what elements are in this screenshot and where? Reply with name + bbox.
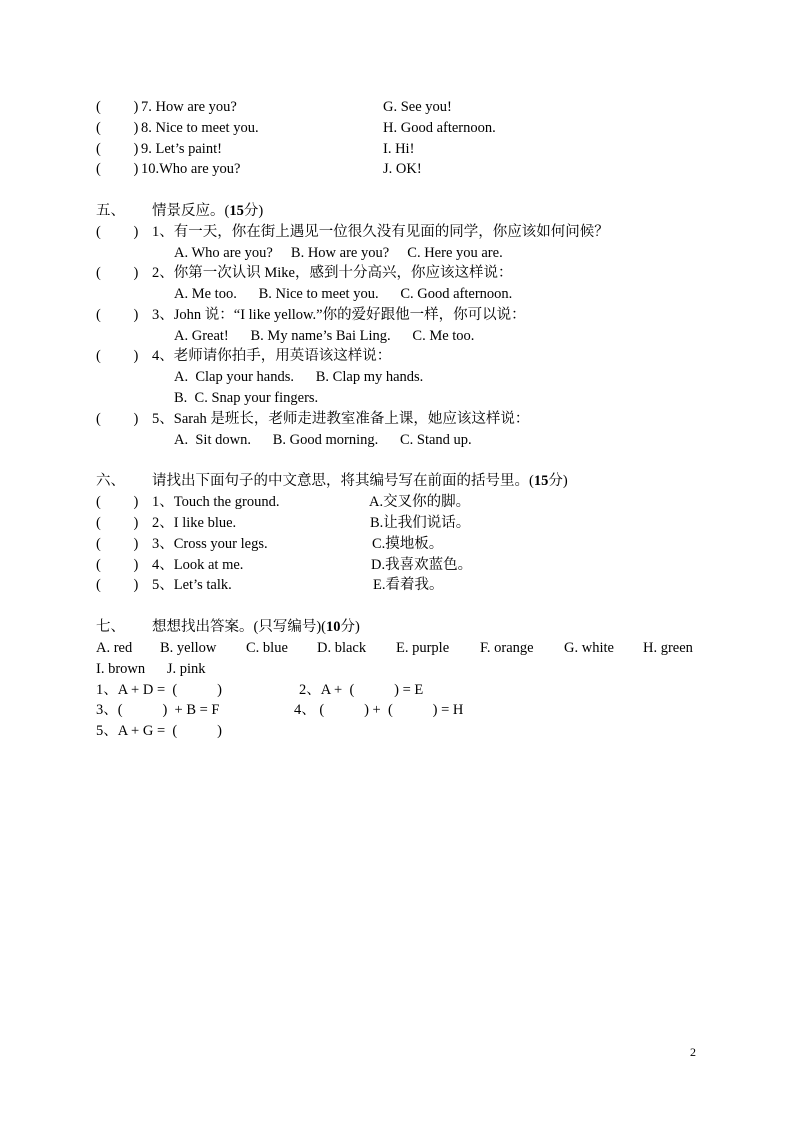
match-paren: ( ) (96, 99, 139, 115)
section6-heading (152, 472, 568, 490)
chinese-meaning: B.让我们说话。 (370, 515, 471, 531)
match-question: 10.Who are you? (141, 161, 241, 177)
color-option: C. blue (246, 640, 288, 656)
answer-paren: ( ) (96, 265, 139, 281)
match-answer: J. OK! (383, 161, 422, 177)
chinese-meaning: C.摸地板。 (372, 536, 444, 552)
match-paren: ( ) (96, 120, 139, 136)
match-answer: H. Good afternoon. (383, 120, 496, 136)
section5-suffix: 分) (243, 203, 264, 219)
color-option: I. brown J. pink (96, 661, 206, 677)
sentence-text: 2、I like blue. (152, 515, 237, 531)
match-paren: ( ) (96, 141, 139, 157)
color-option: B. yellow (160, 640, 217, 656)
sentence-text: 1、Touch the ground. (152, 494, 280, 510)
equation: 4、 ( ) + ( ) = H (294, 702, 464, 718)
answer-paren: ( ) (96, 224, 139, 240)
sentence-text: 3、Cross your legs. (152, 536, 268, 552)
match-answer: I. Hi! (383, 141, 415, 157)
section7-suffix: 分) (340, 619, 360, 635)
color-option: A. red (96, 640, 133, 656)
equation: 1、A + D = ( ) (96, 682, 222, 698)
answer-paren: ( ) (96, 494, 139, 510)
question-options: A. Great! B. My name’s Bai Ling. C. Me too. (174, 328, 475, 344)
question-options: B. C. Snap your fingers. (174, 390, 319, 406)
section5-score: 15 (229, 203, 244, 219)
equation: 3、( ) + B = F (96, 702, 220, 718)
match-answer: G. See you! (383, 99, 452, 115)
answer-paren: ( ) (96, 411, 139, 427)
section6-suffix: 分) (548, 473, 568, 489)
match-paren: ( ) (96, 161, 139, 177)
answer-paren: ( ) (96, 557, 139, 573)
section6-score: 15 (533, 473, 549, 489)
question-text: 2、你第一次认识 Mike，感到十分高兴，你应该这样说： (152, 265, 513, 281)
page-number: 2 (690, 1045, 696, 1059)
answer-paren: ( ) (96, 536, 139, 552)
equation: 5、A + G = ( ) (96, 723, 222, 739)
question-text: 3、John 说：“I like yellow.”你的爱好跟他一样，你可以说： (152, 307, 526, 323)
section6-title: 请找出下面句子的中文意思，将其编号写在前面的括号里。( (152, 473, 534, 489)
answer-paren: ( ) (96, 307, 139, 323)
match-question: 8. Nice to meet you. (141, 120, 259, 136)
question-options: A. Who are you? B. How are you? C. Here you are. (174, 245, 503, 261)
equation: 2、A + ( ) = E (299, 682, 424, 698)
match-question: 7. How are you? (141, 99, 237, 115)
answer-paren: ( ) (96, 348, 139, 364)
color-option: E. purple (396, 640, 450, 656)
color-option: H. green (643, 640, 693, 656)
question-options: A. Sit down. B. Good morning. C. Stand up. (174, 432, 472, 448)
section5-number: 五、 (96, 203, 125, 219)
color-option: F. orange (480, 640, 534, 656)
question-text: 5、Sarah 是班长，老师走进教室准备上课，她应该这样说： (152, 411, 530, 427)
chinese-meaning: A.交叉你的脚。 (369, 494, 471, 510)
sentence-text: 5、Let’s talk. (152, 577, 232, 593)
section7-score: 10 (326, 619, 341, 635)
chinese-meaning: E.看着我。 (373, 577, 444, 593)
section7-heading (152, 618, 360, 636)
question-text: 4、老师请你拍手，用英语该这样说： (152, 348, 392, 364)
color-option: D. black (317, 640, 367, 656)
answer-paren: ( ) (96, 515, 139, 531)
answer-paren: ( ) (96, 577, 139, 593)
question-options: A. Clap your hands. B. Clap my hands. (174, 369, 424, 385)
section7-title: 想想找出答案。(只写编号)( (152, 619, 326, 635)
sentence-text: 4、Look at me. (152, 557, 244, 573)
color-option: G. white (564, 640, 614, 656)
section5-title: 情景反应。( (152, 203, 230, 219)
question-text: 1、有一天，你在街上遇见一位很久没有见面的同学，你应该如何问候？ (152, 224, 609, 240)
question-options: A. Me too. B. Nice to meet you. C. Good afternoon. (174, 286, 513, 302)
match-question: 9. Let’s paint! (141, 141, 222, 157)
section6-number: 六、 (96, 473, 125, 489)
section7-number: 七、 (96, 619, 125, 635)
section5-heading (152, 202, 263, 220)
chinese-meaning: D.我喜欢蓝色。 (371, 557, 473, 573)
